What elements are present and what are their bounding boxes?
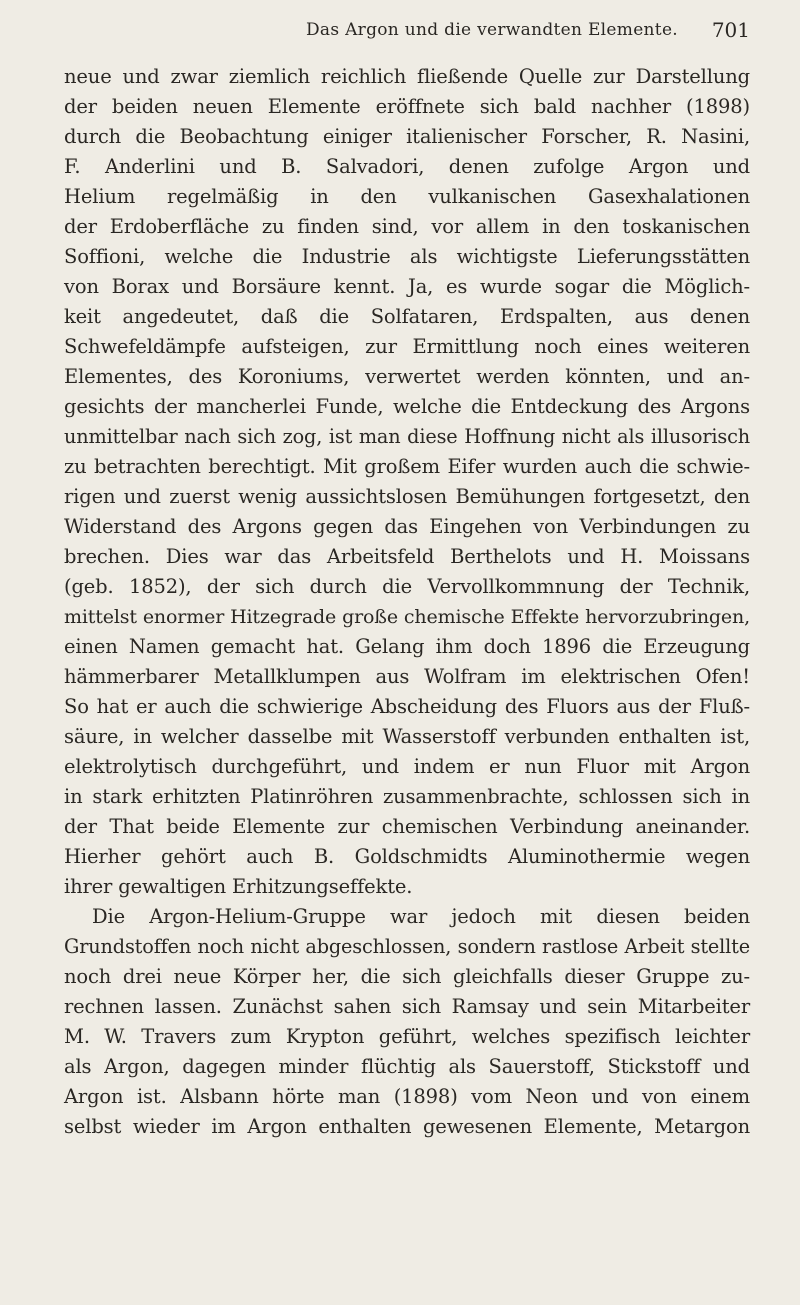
text-line: zu betrachten berechtigt. Mit großem Eifer wurden auch die schwie- — [64, 455, 750, 478]
text-line: Grundstoffen noch nicht abgeschlossen, sondern rastlose Arbeit stellte — [64, 935, 750, 958]
text-line: als Argon, dagegen minder flüchtig als Sauerstoff, Stickstoff und — [64, 1055, 750, 1078]
text-line: F. Anderlini und B. Salvadori, denen zufolge Argon und — [64, 155, 750, 178]
text-line: von Borax und Borsäure kennt. Ja, es wurde sogar die Möglich- — [64, 275, 750, 298]
text-line: brechen. Dies war das Arbeitsfeld Berthelots und H. Moissans — [64, 545, 750, 568]
running-title: Das Argon und die verwandten Elemente. — [305, 20, 679, 40]
text-line: rigen und zuerst wenig aussichtslosen Bemühungen fortgesetzt, den — [64, 485, 750, 508]
page-number: 701 — [711, 18, 750, 42]
text-line: So hat er auch die schwierige Abscheidung des Fluors aus der Fluß- — [64, 695, 750, 718]
text-line: elektrolytisch durchgeführt, und indem er nun Fluor mit Argon — [64, 755, 750, 778]
text-line: rechnen lassen. Zunächst sahen sich Ramsay und sein Mitarbeiter — [64, 995, 750, 1018]
text-line: noch drei neue Körper her, die sich gleichfalls dieser Gruppe zu- — [64, 965, 750, 988]
text-line: gesichts der mancherlei Funde, welche die Entdeckung des Argons — [64, 395, 750, 418]
text-line: säure, in welcher dasselbe mit Wasserstoff verbunden enthalten ist, — [64, 725, 750, 748]
text-line: der beiden neuen Elemente eröffnete sich bald nachher (1898) — [64, 95, 750, 118]
text-line: selbst wieder im Argon enthalten gewesenen Elemente, Metargon — [64, 1115, 750, 1138]
text-line: Helium regelmäßig in den vulkanischen Gasexhalationen — [64, 185, 750, 208]
text-line: neue und zwar ziemlich reichlich fließende Quelle zur Darstellung — [64, 65, 750, 88]
text-line: Widerstand des Argons gegen das Eingehen von Verbindungen zu — [64, 515, 750, 538]
text-line: Elementes, des Koroniums, verwertet werden könnten, und an- — [64, 365, 750, 388]
text-line: Soffioni, welche die Industrie als wichtigste Lieferungsstätten — [64, 245, 750, 268]
text-line: ihrer gewaltigen Erhitzungseffekte. — [64, 875, 413, 898]
text-line: unmittelbar nach sich zog, ist man diese Hoffnung nicht als illusorisch — [64, 425, 750, 448]
text-line: hämmerbarer Metallklumpen aus Wolfram im elektrischen Ofen! — [64, 665, 750, 688]
text-line: M. W. Travers zum Krypton geführt, welches spezifisch leichter — [64, 1025, 750, 1048]
text-line: keit angedeutet, daß die Solfataren, Erdspalten, aus denen — [64, 305, 750, 328]
text-line: mittelst enormer Hitzegrade große chemische Effekte hervorzubringen, — [64, 606, 750, 628]
text-line: einen Namen gemacht hat. Gelang ihm doch 1896 die Erzeugung — [64, 635, 750, 658]
running-head — [64, 14, 750, 50]
text-line: durch die Beobachtung einiger italienischer Forscher, R. Nasini, — [64, 125, 750, 148]
text-line: Argon ist. Alsbann hörte man (1898) vom Neon und von einem — [64, 1085, 750, 1108]
text-line: der Erdoberfläche zu finden sind, vor allem in den toskanischen — [64, 215, 750, 238]
text-line: Schwefeldämpfe aufsteigen, zur Ermittlung noch eines weiteren — [64, 335, 750, 358]
text-line: (geb. 1852), der sich durch die Vervollkommnung der Technik, — [64, 575, 750, 598]
text-line: in stark erhitzten Platinröhren zusammenbrachte, schlossen sich in — [64, 785, 750, 808]
text-line: Hierher gehört auch B. Goldschmidts Aluminothermie wegen — [64, 845, 750, 868]
text-line: Die Argon-Helium-Gruppe war jedoch mit diesen beiden — [92, 905, 750, 928]
body-text — [64, 62, 750, 1142]
text-line: der That beide Elemente zur chemischen Verbindung aneinander. — [64, 815, 750, 838]
